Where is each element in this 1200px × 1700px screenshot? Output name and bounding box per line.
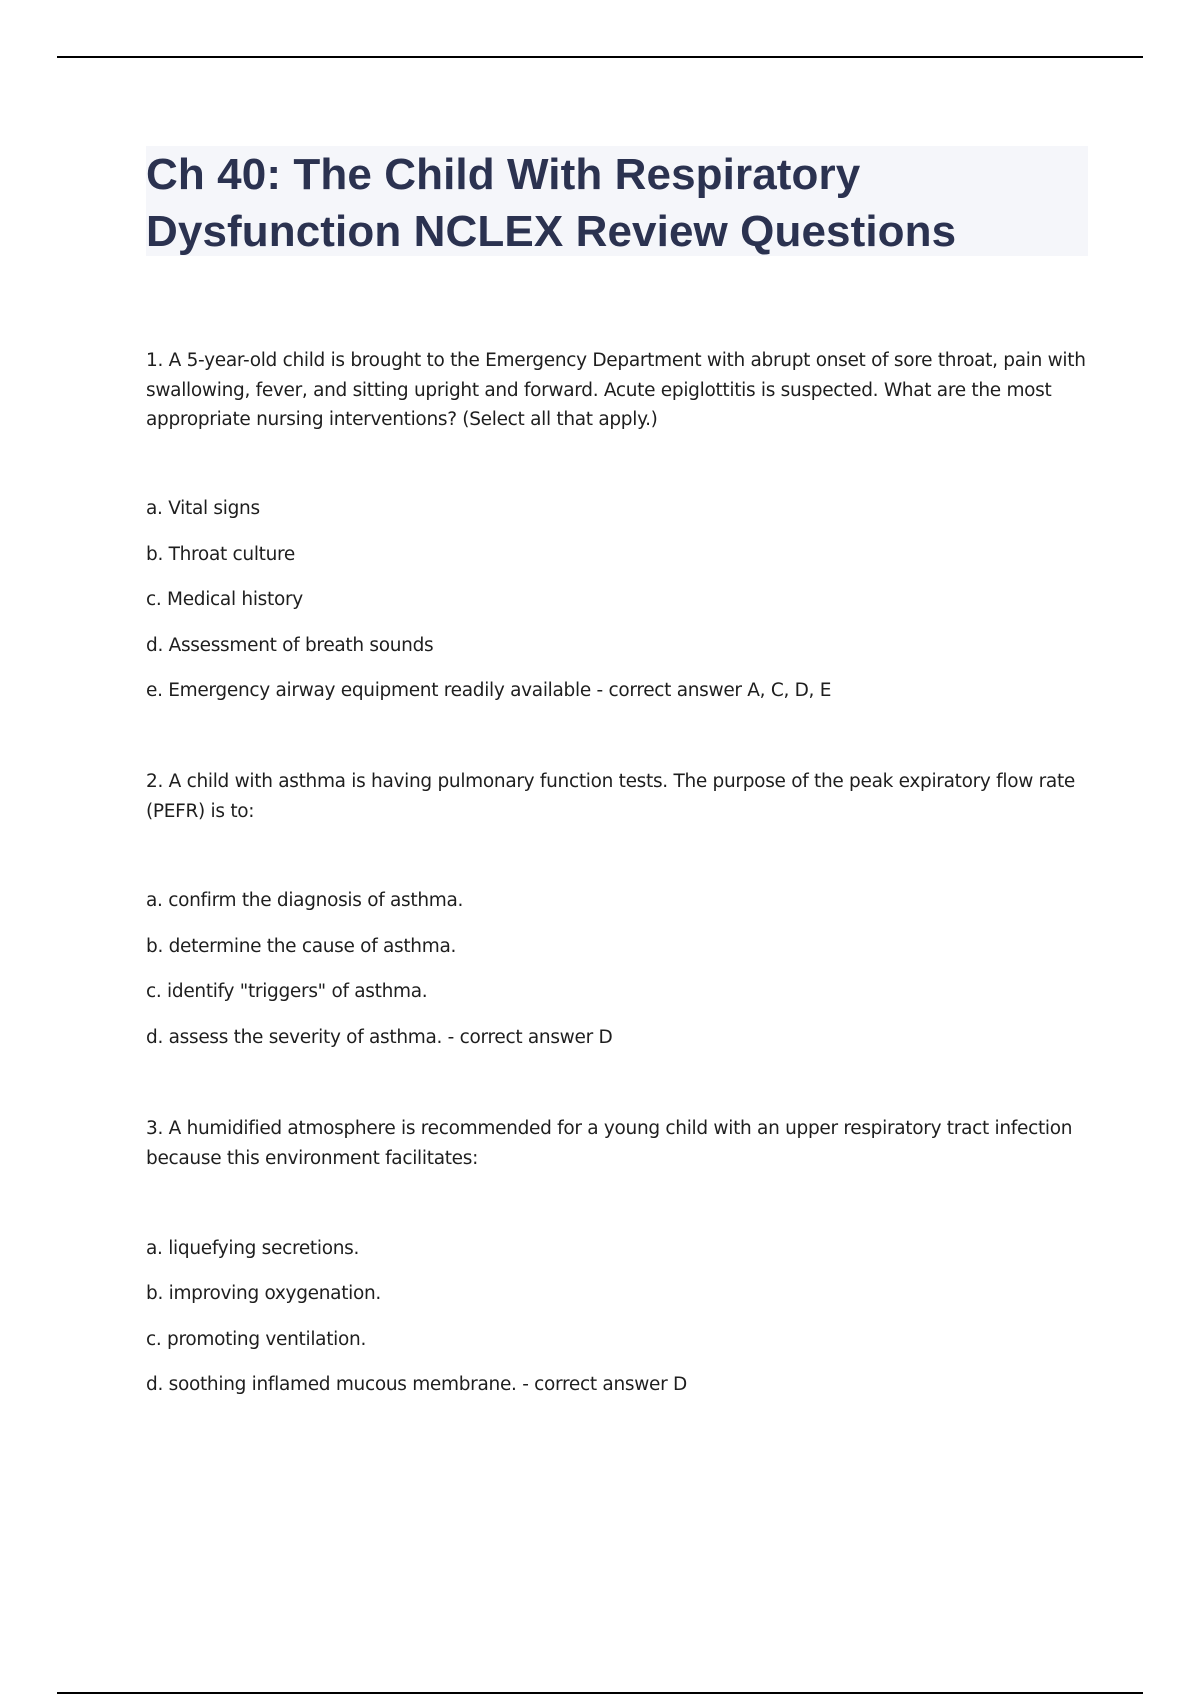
title-banner [146, 146, 1088, 256]
question-1-option-c: c. Medical history [146, 589, 303, 610]
question-2-option-c: c. identify "triggers" of asthma. [146, 981, 428, 1002]
question-2-option-d: d. assess the severity of asthma. - correct answer D [146, 1027, 613, 1048]
question-2-stem: 2. A child with asthma is having pulmonary function tests. The purpose of the peak expiratory flow rate (PEFR) is to: [146, 771, 1076, 822]
question-2-option-a: a. confirm the diagnosis of asthma. [146, 890, 464, 911]
question-1-option-a: a. Vital signs [146, 498, 260, 519]
question-1-stem: 1. A 5-year-old child is brought to the Emergency Department with abrupt onset of sore throat, pain with swallowing, fever, and sitting upright and forward. Acute epiglottitis is suspected. What are the most appropriate nursing interventions? (Select all that apply.) [146, 350, 1086, 430]
question-3-option-c: c. promoting ventilation. [146, 1329, 367, 1350]
question-1-option-d: d. Assessment of breath sounds [146, 635, 434, 656]
question-3-option-d: d. soothing inflamed mucous membrane. - correct answer D [146, 1374, 687, 1395]
document-title: Ch 40: The Child With Respiratory Dysfunction NCLEX Review Questions [146, 150, 957, 256]
question-3-option-b: b. improving oxygenation. [146, 1283, 382, 1304]
question-1-option-e: e. Emergency airway equipment readily available - correct answer A, C, D, E [146, 680, 832, 701]
question-2-option-b: b. determine the cause of asthma. [146, 936, 457, 957]
bottom-divider [57, 1692, 1143, 1694]
top-divider [57, 56, 1143, 58]
question-3-stem: 3. A humidified atmosphere is recommended for a young child with an upper respiratory tract infection because this environment facilitates: [146, 1118, 1073, 1169]
question-1-option-b: b. Throat culture [146, 544, 296, 565]
question-3-option-a: a. liquefying secretions. [146, 1238, 360, 1259]
